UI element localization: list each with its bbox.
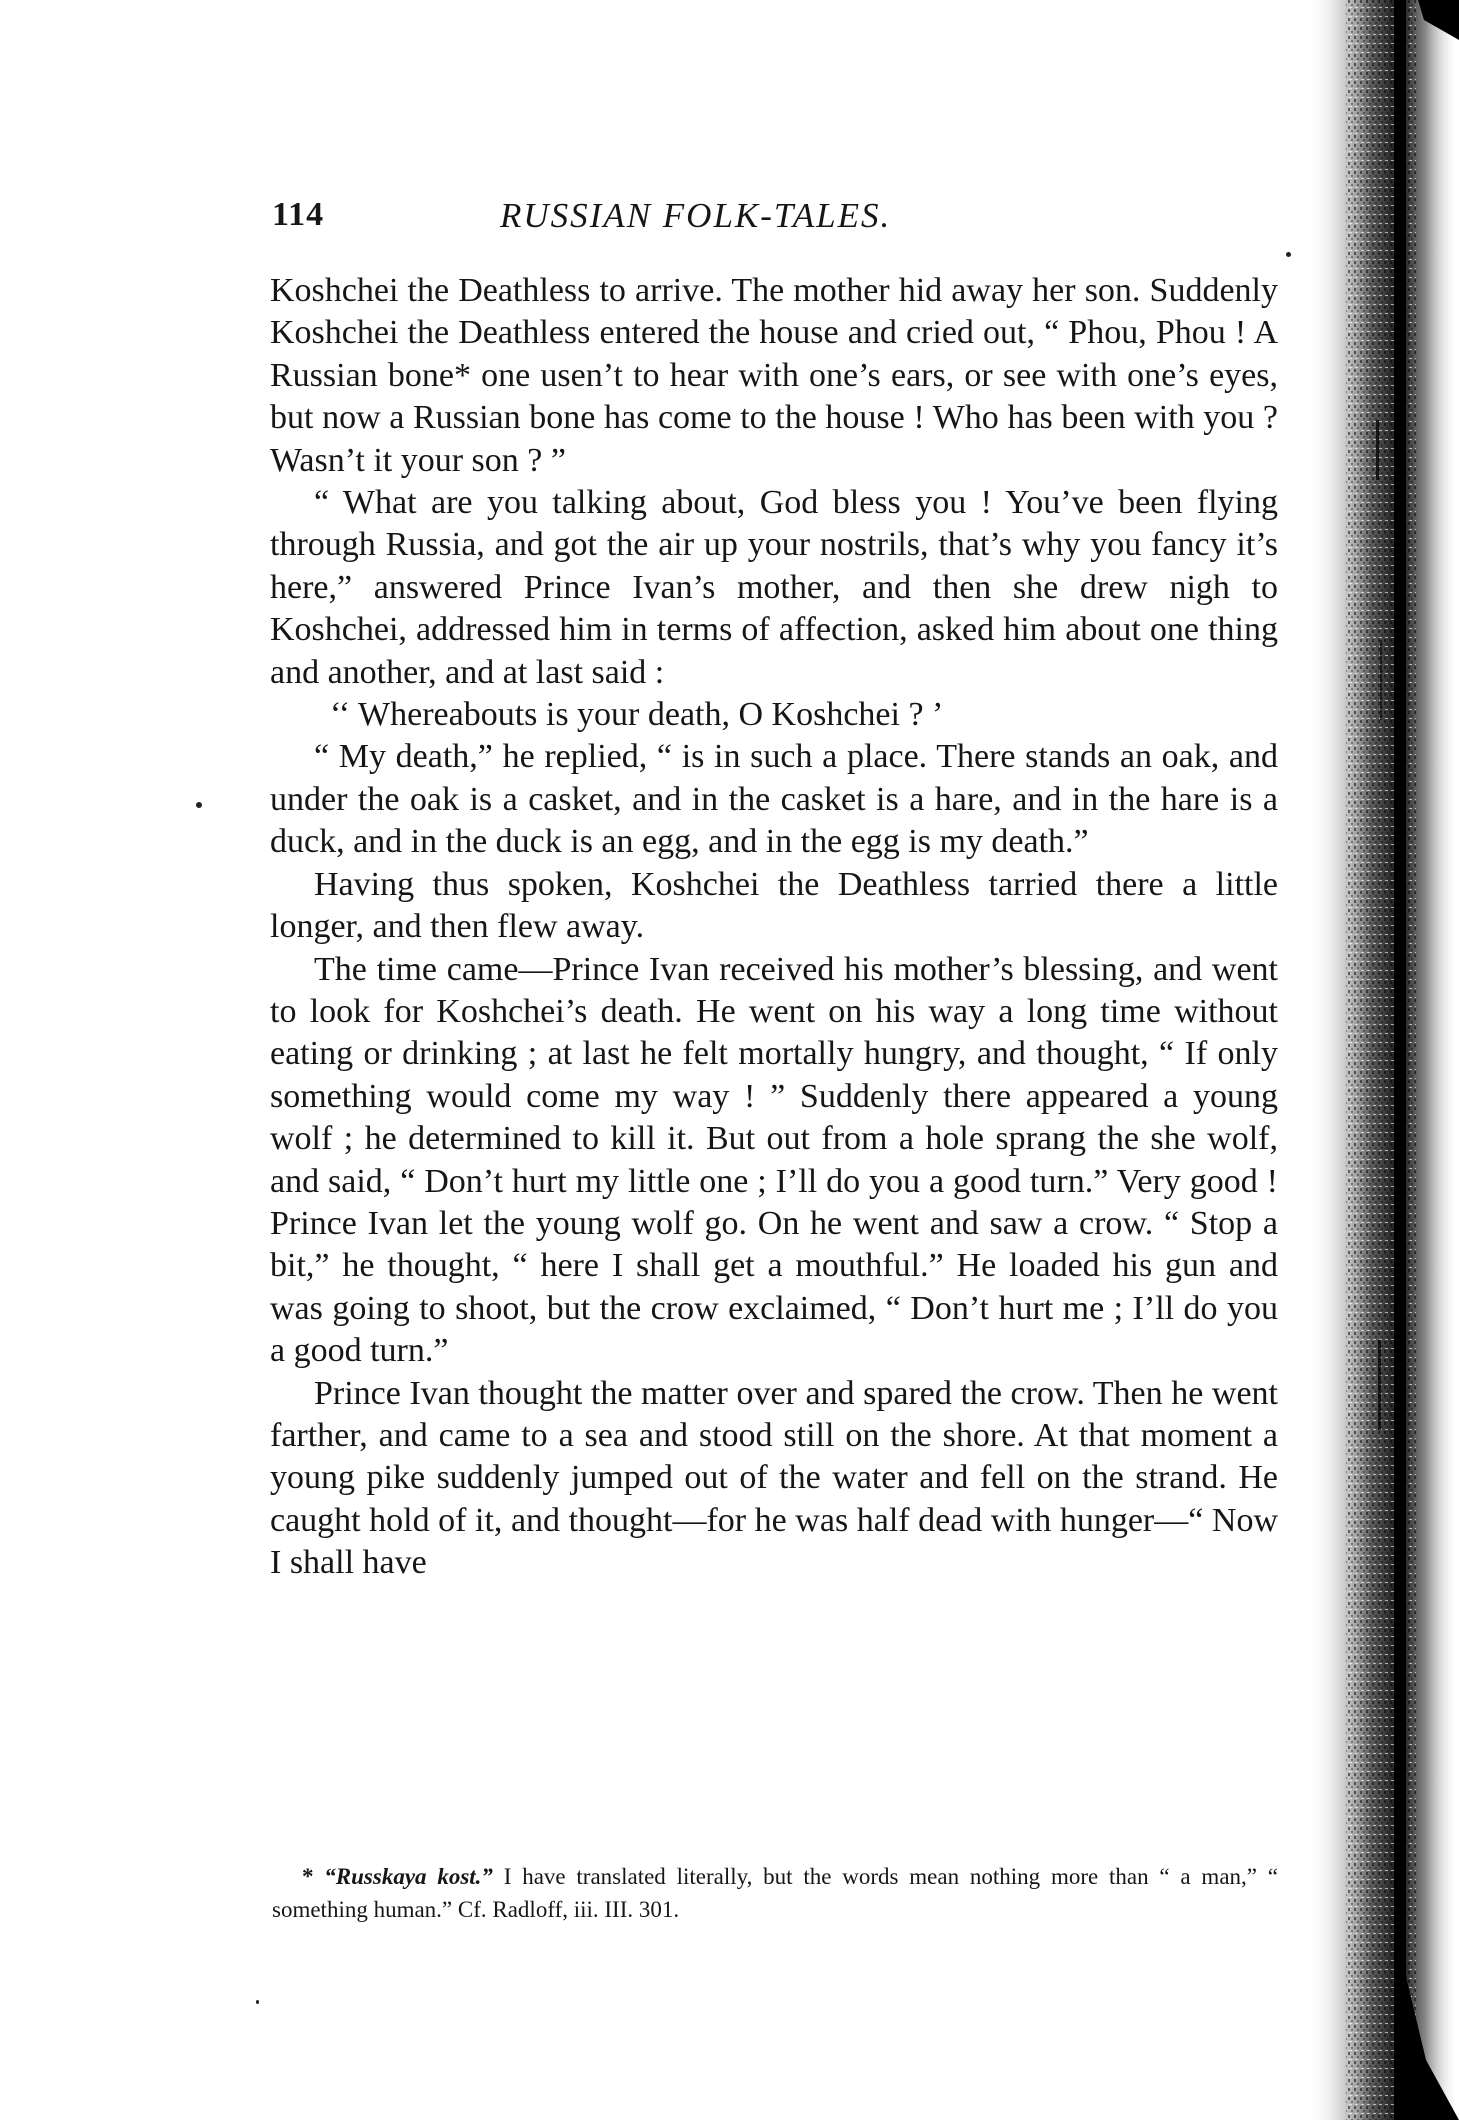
page-number: 114 (272, 196, 325, 233)
ink-speck (256, 2000, 259, 2004)
paragraph: The time came—Prince Ivan received his mother’s blessing, and went to look for Koshchei’s death. He went on his way a long time without eating or drinking ; at last he felt mortally hungry, and thought, “ If only something would come my way ! ” Suddenly there appeared a young wolf ; he determined to kill it. But out from a hole sprang the she wolf, and said, “ Don’t hurt my little one ; I’ll do you a good turn.” Very good ! Prince Ivan let the young wolf go. On he went and saw a crow. “ Stop a bit,” he thought, “ here I shall get a mouthful.” He loaded his gun and was going to shoot, but the crow exclaimed, “ Don’t hurt me ; I’ll do you a good turn.” (270, 950, 1278, 1370)
binding-shadow (1306, 0, 1459, 2120)
footnote-text (272, 1860, 1278, 1926)
binding-shadow-graphic (1306, 0, 1459, 2120)
body-text (270, 270, 1278, 1585)
footnote (272, 1860, 1278, 1926)
ink-speck (1286, 252, 1291, 257)
paragraph: “ My death,” he replied, “ is in such a place. There stands an oak, and under the oak is a casket, and in the casket is a hare, and in the hare is a duck, and in the duck is an egg, and in the egg is my death.” (270, 738, 1278, 861)
paragraph: “ What are you talking about, God bless you ! You’ve been flying through Russia, and got the air up your nostrils, that’s why you fancy it’s here,” answered Prince Ivan’s mother, and then she drew nigh to Koshchei, addressed him in terms of affection, asked him about one thing and another, and at last said : (270, 484, 1278, 691)
paragraph: Having thus spoken, Koshchei the Deathless tarried there a little longer, and then flew away. (270, 865, 1278, 946)
paragraph-continuation: Koshchei the Deathless to arrive. The mother hid away her son. Suddenly Koshchei the Deathless entered the house and cried out, “ Phou, Phou ! A Russian bone* one usen’t to hear with one’s ears, or see with one’s eyes, but now a Russian bone has come to the house ! Who has been with you ? Wasn’t it your son ? ” (270, 272, 1278, 479)
paragraph: ‘‘ Whereabouts is your death, O Koshchei ? ’ (330, 696, 944, 734)
footnote-term: “Russkaya kost.” (324, 1864, 493, 1889)
running-title: RUSSIAN FOLK-TALES. (500, 196, 892, 235)
paragraph: Prince Ivan thought the matter over and spared the crow. Then he went farther, and came to a sea and stood still on the shore. At that moment a young pike suddenly jumped out of the water and fell on the strand. He caught hold of it, and thought—for he was half dead with hunger—“ Now I shall have (270, 1374, 1278, 1582)
page-header (270, 196, 1280, 252)
footnote-marker: * (302, 1864, 314, 1889)
footnote-body: I have translated literally, but the words mean nothing more than “ a man,” “ something human.” Cf. Radloff, iii. III. 301. (272, 1864, 1278, 1922)
ink-speck (196, 802, 202, 808)
